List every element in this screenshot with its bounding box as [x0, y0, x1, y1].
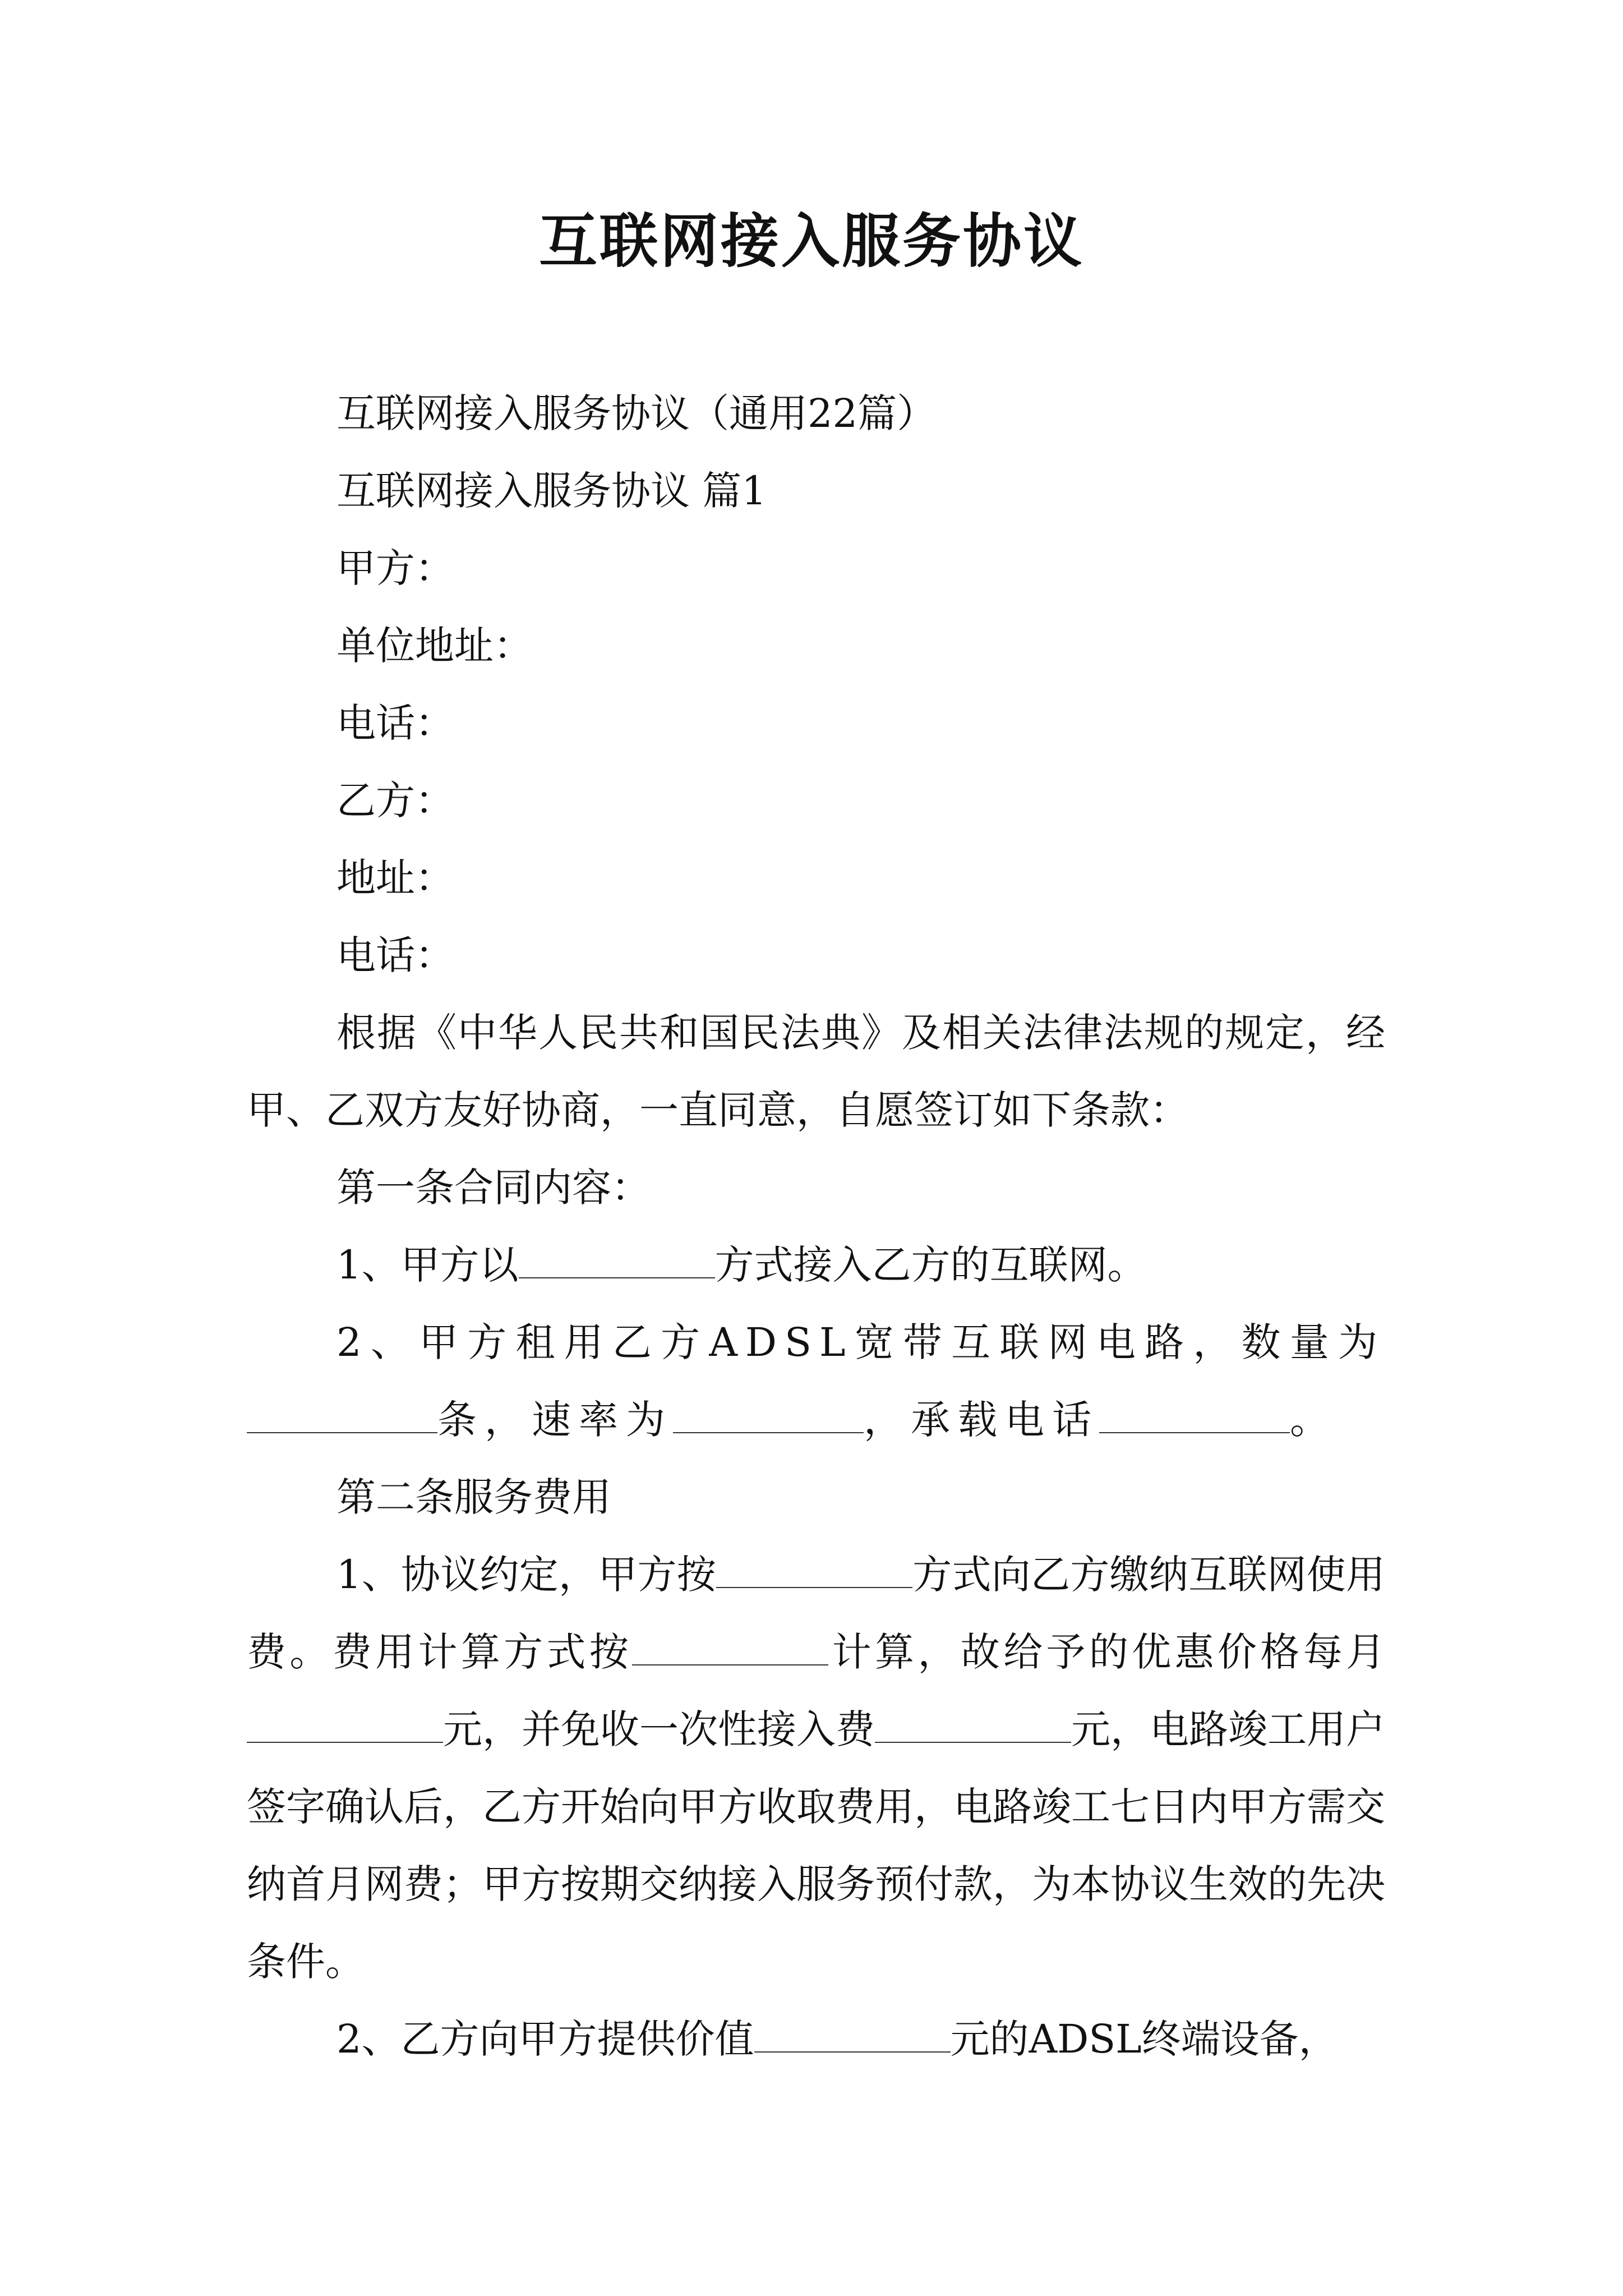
fill-in-blank	[632, 1633, 828, 1665]
address-b-line: 地址：	[336, 855, 454, 901]
article-heading: 互联网接入服务协议 篇1	[336, 468, 767, 514]
clause1-item2-text-d: 。	[1290, 1397, 1337, 1443]
clause1-item2-text-c: ，承载电话	[864, 1397, 1099, 1443]
clause2-item1	[247, 1536, 1385, 2000]
clause2-item1-text-d: 元，并免收一次性接入费	[443, 1706, 875, 1752]
clause1-item1	[247, 1226, 1385, 1304]
unit-address-line: 单位地址：	[336, 623, 533, 669]
document-body	[247, 375, 1385, 2078]
clause2-item2-text-b: 元的ADSL终端设备，	[950, 2016, 1338, 2062]
party-b-line: 乙方：	[336, 777, 454, 823]
clause1-heading: 第一条合同内容：	[336, 1165, 651, 1211]
fill-in-blank	[247, 1401, 437, 1433]
clause1-item2-text-b: 条，速率为	[437, 1397, 673, 1443]
clause2-item2	[247, 2000, 1385, 2078]
document-title: 互联网接入服务协议	[538, 206, 1084, 275]
fill-in-blank	[519, 1246, 715, 1278]
intro-title: 互联网接入服务协议（通用22篇）	[336, 390, 937, 436]
clause2-item1-text-e: 元，电路竣工用户签字确认后，乙方开始向甲方收取费用，电路竣工七日内甲方需交纳首月网费；甲方按期交纳接入服务预付款，为本协议生效的先决条件。	[247, 1706, 1385, 1985]
fill-in-blank	[673, 1401, 864, 1433]
fill-in-blank	[875, 1710, 1071, 1743]
clause1-item2	[247, 1304, 1385, 1458]
phone-a-line: 电话：	[336, 700, 454, 746]
clause2-item1-text-c: 计算，故给予的优惠价格每月	[828, 1629, 1386, 1675]
clause2-item1-text-a: 1、协议约定，甲方按	[336, 1552, 717, 1598]
phone-b-line: 电话：	[336, 932, 454, 978]
fill-in-blank	[247, 1710, 443, 1743]
fill-in-blank	[1099, 1401, 1290, 1433]
party-a-line: 甲方：	[336, 545, 454, 591]
clause1-item2-text-a: 2、甲方租用乙方ADSL宽带互联网电路，数量为	[336, 1319, 1385, 1365]
clause2-heading: 第二条服务费用	[336, 1474, 611, 1520]
clause1-item1-text-a: 1、甲方以	[336, 1242, 519, 1288]
clause2-item2-text-a: 2、乙方向甲方提供价值	[336, 2016, 754, 2062]
fill-in-blank	[754, 2020, 951, 2053]
fill-in-blank	[716, 1556, 912, 1588]
clause1-item1-text-b: 方式接入乙方的互联网。	[714, 1242, 1147, 1288]
clause2-item1-text-b: 方式向乙方缴纳互联网使用费。费用计算方式按	[247, 1552, 1385, 1675]
basis-paragraph: 根据《中华人民共和国民法典》及相关法律法规的规定，经甲、乙双方友好协商，一直同意，自愿签订如下条款：	[247, 1010, 1385, 1133]
